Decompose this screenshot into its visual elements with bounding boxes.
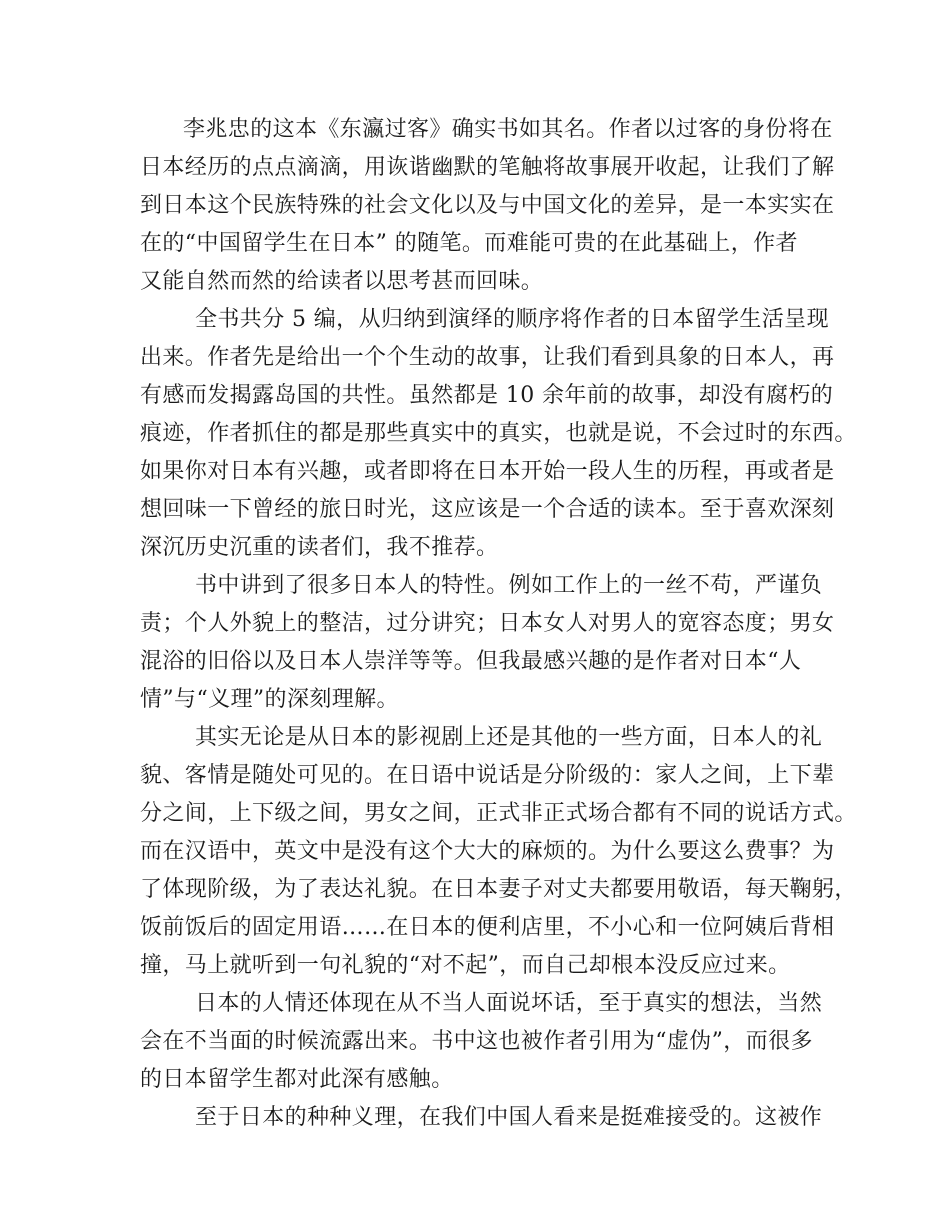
text-line: 到日本这个民族特殊的社会文化以及与中国文化的差异，是一本实实在 — [140, 193, 835, 218]
text-line: 又能自然而然的给读者以思考甚而回味。 — [140, 269, 544, 294]
text-line: 貌、客情是随处可见的。在日语中说话是分阶级的：家人之间，上下辈 — [140, 763, 835, 788]
text-line: 其实无论是从日本的影视剧上还是其他的一些方面，日本人的礼 — [195, 725, 823, 750]
text-line: 会在不当面的时候流露出来。书中这也被作者引用为“虚伪”，而很多 — [140, 1029, 813, 1054]
text-line: 书中讲到了很多日本人的特性。例如工作上的一丝不苟，严谨负 — [195, 573, 823, 598]
text-line: 痕迹，作者抓住的都是那些真实中的真实，也就是说，不会过时的东西。 — [140, 421, 857, 446]
text-line: 混浴的旧俗以及日本人崇洋等等。但我最感兴趣的是作者对日本“人 — [140, 649, 802, 674]
text-line: 有感而发揭露岛国的共性。虽然都是 10 余年前的故事，却没有腐朽的 — [140, 383, 834, 408]
text-line: 在的“中国留学生在日本” 的随笔。而难能可贵的在此基础上，作者 — [140, 231, 798, 256]
text-line: 全书共分 5 编，从归纳到演绎的顺序将作者的日本留学生活呈现 — [195, 307, 829, 332]
text-line: 深沉历史沉重的读者们，我不推荐。 — [140, 535, 499, 560]
text-line: 日本的人情还体现在从不当人面说坏话，至于真实的想法，当然 — [195, 991, 823, 1016]
text-line: 想回味一下曾经的旅日时光，这应该是一个合适的读本。至于喜欢深刻 — [140, 497, 835, 522]
text-line: 日本经历的点点滴滴，用诙谐幽默的笔触将故事展开收起，让我们了解 — [140, 155, 835, 180]
text-line: 分之间，上下级之间，男女之间，正式非正式场合都有不同的说话方式。 — [140, 801, 857, 826]
text-line: 至于日本的种种义理，在我们中国人看来是挺难接受的。这被作 — [195, 1105, 823, 1130]
text-line: 而在汉语中，英文中是没有这个大大的麻烦的。为什么要这么费事？为 — [140, 839, 835, 864]
text-line: 饭前饭后的固定用语……在日本的便利店里，不小心和一位阿姨后背相 — [140, 915, 835, 940]
text-line: 责；个人外貌上的整洁，过分讲究；日本女人对男人的宽容态度；男女 — [140, 611, 835, 636]
text-line: 了体现阶级，为了表达礼貌。在日本妻子对丈夫都要用敬语，每天鞠躬， — [140, 877, 857, 902]
text-line: 撞，马上就听到一句礼貌的“对不起”，而自己却根本没反应过来。 — [140, 953, 791, 978]
text-line: 情”与“义理”的深刻理解。 — [140, 687, 399, 712]
text-line: 李兆忠的这本《东瀛过客》确实书如其名。作者以过客的身份将在 — [183, 117, 833, 142]
text-line: 的日本留学生都对此深有感触。 — [140, 1067, 454, 1092]
text-line: 如果你对日本有兴趣，或者即将在日本开始一段人生的历程，再或者是 — [140, 459, 835, 484]
text-line: 出来。作者先是给出一个个生动的故事，让我们看到具象的日本人，再 — [140, 345, 835, 370]
